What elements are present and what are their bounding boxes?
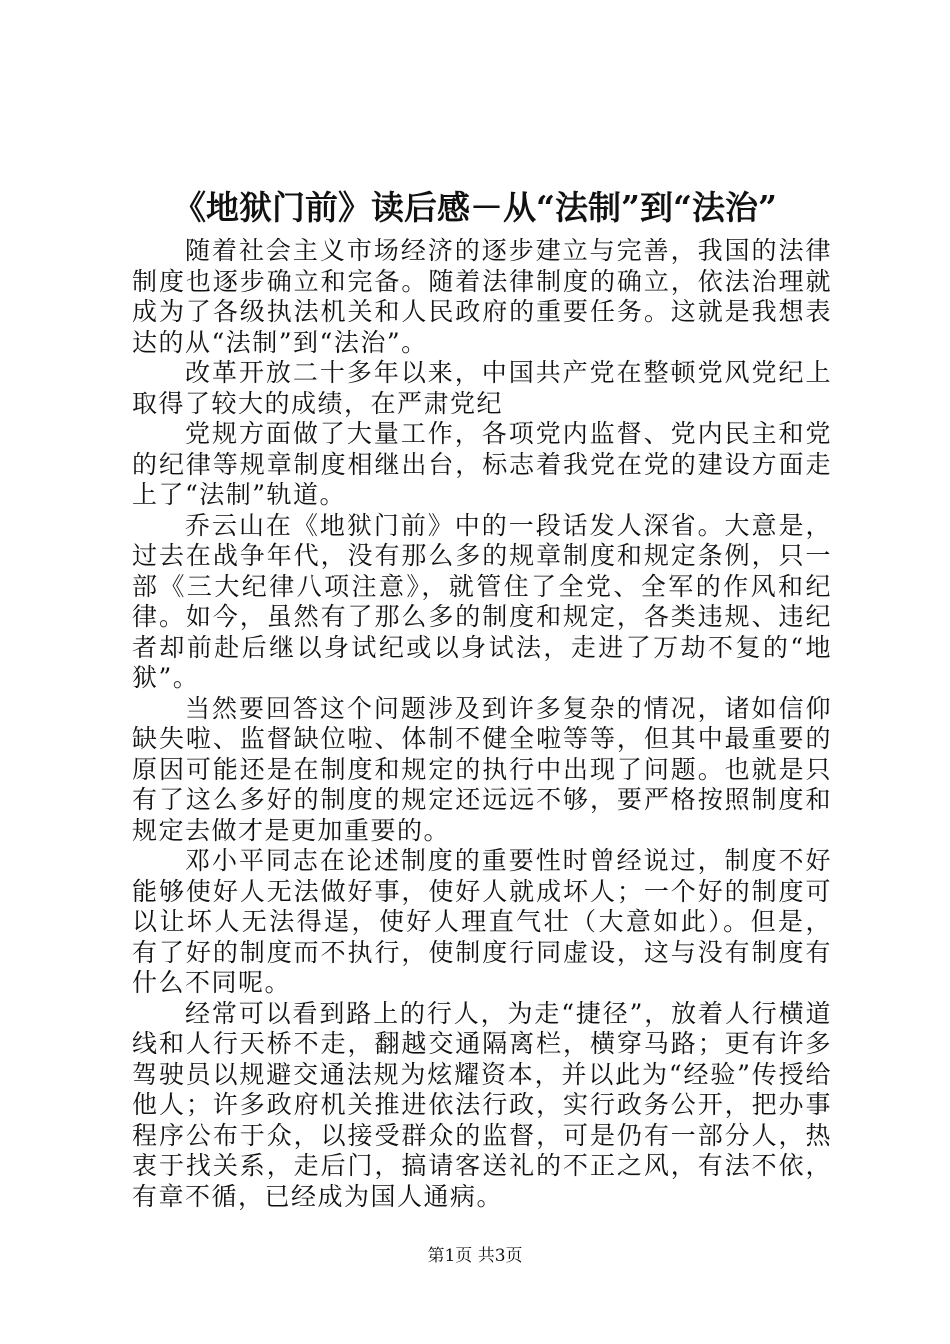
paragraph: 党规方面做了大量工作，各项党内监督、党内民主和党的纪律等规章制度相继出台，标志着我党在党的建设方面走上了“法制”轨道。 <box>132 419 832 509</box>
paragraph: 随着社会主义市场经济的逐步建立与完善，我国的法律制度也逐步确立和完备。随着法律制度的确立，依法治理就成为了各级执法机关和人民政府的重要任务。这就是我想表达的从“法制”到“法治”。 <box>132 236 832 357</box>
paragraph: 经常可以看到路上的行人，为走“捷径”，放着人行横道线和人行天桥不走，翻越交通隔离栏，横穿马路；更有许多驾驶员以规避交通法规为炫耀资本，并以此为“经验”传授给他人；许多政府机关推进依法行政，实行政务公开，把办事程序公布于众，以接受群众的监督，可是仍有一部分人，热衷于找关系，走后门，搞请客送礼的不正之风，有法不依，有章不循，已经成为国人通病。 <box>132 998 832 1211</box>
document-body <box>132 236 832 1212</box>
paragraph: 乔云山在《地狱门前》中的一段话发人深省。大意是，过去在战争年代，没有那么多的规章制度和规定条例，只一部《三大纪律八项注意》，就管住了全党、全军的作风和纪律。如今，虽然有了那么多的制度和规定，各类违规、违纪者却前赴后继以身试纪或以身试法，走进了万劫不复的“地狱”。 <box>132 510 832 692</box>
page-number-footer: 第1页 共3页 <box>427 1246 523 1266</box>
paragraph: 改革开放二十多年以来，中国共产党在整顿党风党纪上取得了较大的成绩，在严肃党纪 <box>132 358 832 418</box>
paragraph: 当然要回答这个问题涉及到许多复杂的情况，诸如信仰缺失啦、监督缺位啦、体制不健全啦等等，但其中最重要的原因可能还是在制度和规定的执行中出现了问题。也就是只有了这么多好的制度的规定还远远不够，要严格按照制度和规定去做才是更加重要的。 <box>132 693 832 845</box>
paragraph: 邓小平同志在论述制度的重要性时曾经说过，制度不好能够使好人无法做好事，使好人就成坏人；一个好的制度可以让坏人无法得逞，使好人理直气壮（大意如此）。但是，有了好的制度而不执行，使制度行同虚设，这与没有制度有什么不同呢。 <box>132 846 832 997</box>
document-title: 《地狱门前》读后感－从“法制”到“法治” <box>173 188 777 227</box>
